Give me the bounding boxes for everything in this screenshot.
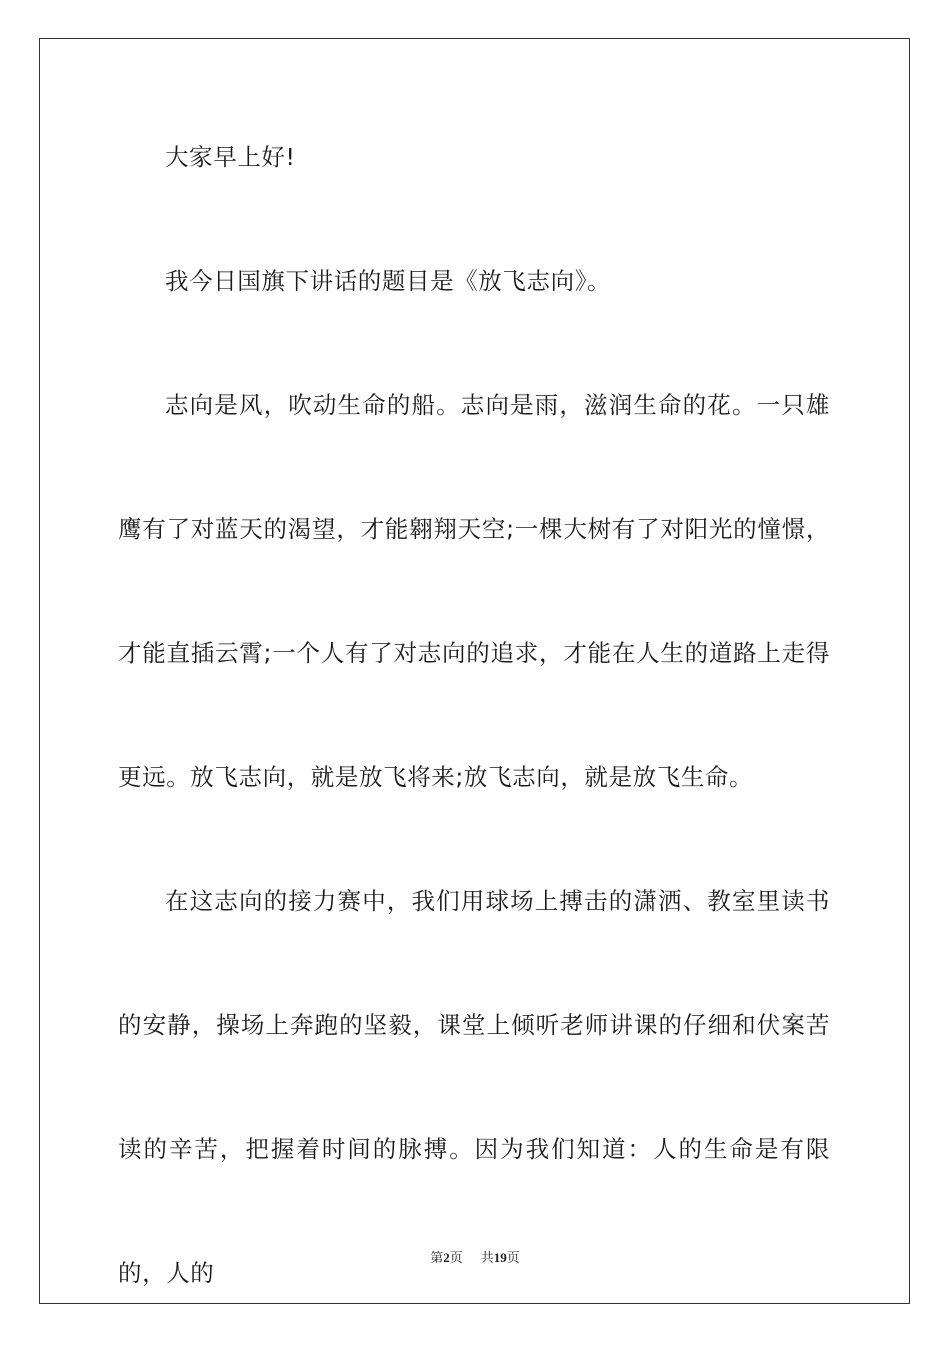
total-prefix: 共 (480, 1250, 494, 1265)
total-suffix: 页 (506, 1250, 520, 1265)
total-pages: 19 (493, 1250, 507, 1265)
page-footer (0, 1247, 950, 1266)
paragraph-relay: 在这志向的接力赛中，我们用球场上搏击的潇洒、教室里读书的安静，操场上奔跑的坚毅，课堂上倾听老师讲课的仔细和伏案苦读的辛苦，把握着时间的脉搏。因为我们知道：人的生命是有限的，人的 (118, 887, 830, 1287)
page-number: 2 (443, 1250, 450, 1265)
page-prefix: 第 (430, 1250, 444, 1265)
paragraph-title-intro: 我今日国旗下讲话的题目是《放飞志向》。 (165, 267, 612, 295)
page-suffix: 页 (449, 1250, 463, 1265)
paragraph-greeting: 大家早上好! (165, 143, 296, 171)
document-body (118, 126, 830, 1366)
paragraph-aspiration: 志向是风，吹动生命的船。志向是雨，滋润生命的花。一只雄鹰有了对蓝天的渴望，才能翱翔天空;一棵大树有了对阳光的憧憬，才能直插云霄;一个人有了对志向的追求，才能在人生的道路上走得更远。放飞志向，就是放飞将来;放飞志向，就是放飞生命。 (118, 391, 830, 791)
